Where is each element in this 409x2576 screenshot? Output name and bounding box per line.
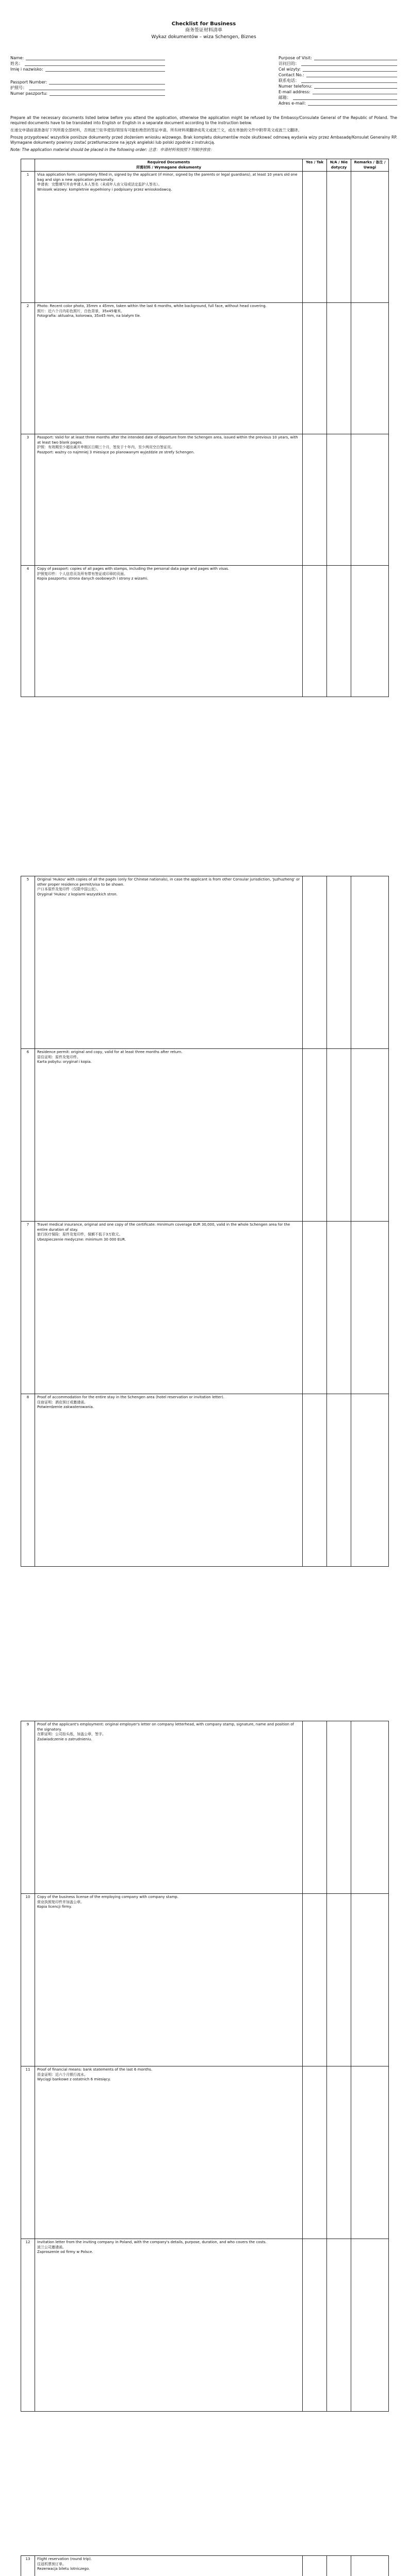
yes-checkbox[interactable]	[303, 303, 327, 434]
col-no	[21, 159, 35, 172]
yes-checkbox[interactable]	[303, 2066, 327, 2239]
row-en: Copy of the business license of the employing company with company stamp.	[37, 1895, 178, 1899]
row-zh: 护照：有效期至少超出离开申根区日期三个月，签发于十年内，至少两页空白签证页。	[37, 445, 174, 449]
row-description	[35, 1222, 303, 1394]
table-row	[21, 876, 389, 1049]
yes-checkbox[interactable]	[303, 172, 327, 303]
row-en: Invitation letter from the inviting company in Poland, with the company's details, purpose, duration, and who covers the costs.	[37, 2240, 267, 2244]
intro-text	[10, 115, 397, 152]
row-pl: Paszport: ważny co najmniej 3 miesiące po planowanym wyjeździe ze strefy Schengen.	[37, 450, 195, 454]
page-1	[10, 21, 397, 697]
intro-pl: Proszę przygotować wszystkie poniższe dokumenty przed złożeniem wniosku wizowego. Brak kompletu dokumentów może skutkować odmową wydania wizy przez Ambasadę/Konsulat Generalny RP. Wymagane dokumenty powinny zostać przetłumaczone na język angielski lub polski zgodnie z instrukcją.	[10, 135, 397, 145]
row-description	[35, 2066, 303, 2239]
table-row	[21, 566, 389, 697]
na-checkbox[interactable]	[327, 1394, 351, 1567]
purpose-field: Purpose of Visit:	[279, 55, 397, 61]
row-en: Photo: Recent color photo, 35mm x 45mm, taken within the last 6 months, white background, full face, without head covering.	[37, 304, 267, 308]
yes-checkbox[interactable]	[303, 2556, 327, 2576]
na-checkbox[interactable]	[327, 566, 351, 697]
row-pl: Wniosek wizowy: kompletnie wypełniony i podpisany przez wnioskodawcę.	[37, 187, 172, 192]
row-description	[35, 2556, 303, 2576]
row-zh: 在职证明：公司抬头纸，加盖公章，签字。	[37, 1732, 106, 1736]
row-pl: Rezerwacja biletu lotniczego.	[37, 2567, 90, 2571]
remarks-cell[interactable]	[351, 434, 389, 566]
na-checkbox[interactable]	[327, 876, 351, 1049]
name-pl-field: Imię i nazwisko:	[10, 66, 165, 72]
row-number: 6	[21, 1049, 35, 1222]
row-number: 10	[21, 1894, 35, 2066]
row-pl: Wyciągi bankowe z ostatnich 6 miesięcy.	[37, 2077, 111, 2081]
email-field: E-mail address:	[279, 89, 397, 95]
row-en: Original 'Hukou' with copies of all the pages (only for Chinese nationals), in case the applicant is from other Consular jurisdiction, 'Juzhuzheng' or other proper residence permit/visa to be shown.	[37, 877, 300, 887]
row-zh: 户口本原件及复印件（仅限中国公民）。	[37, 887, 101, 891]
remarks-cell[interactable]	[351, 1721, 389, 1894]
row-en: Travel medical insurance, original and one copy of the certificate: minimum coverage EUR 30,000, valid in the whole Schengen area for the entire duration of stay.	[37, 1223, 290, 1232]
row-pl: Karta pobytu: oryginał i kopia.	[37, 1060, 92, 1064]
page-2	[10, 876, 397, 1567]
yes-checkbox[interactable]	[303, 876, 327, 1049]
applicant-left	[10, 55, 165, 106]
na-checkbox[interactable]	[327, 2239, 351, 2412]
row-description	[35, 1049, 303, 1222]
requirements-table-3	[21, 1721, 389, 2412]
row-en: Flight reservation (round trip).	[37, 2557, 92, 2561]
col-remarks: Remarks / 备注 / Uwagi	[351, 159, 389, 172]
row-pl: Zaproszenie od firmy w Polsce.	[37, 2250, 93, 2254]
row-en: Proof of accommodation for the entire stay in the Schengen area (hotel reservation or invitation letter).	[37, 1395, 224, 1399]
row-en: Proof of the applicant's employment: original employer's letter on company letterhead, with company stamp, signature, name and position of the signatory.	[37, 1722, 294, 1732]
row-en: Passport: Valid for at least three months after the intended date of departure from the Schengen area, issued within the previous 10 years, with at least two blank pages.	[37, 435, 298, 445]
row-pl: Oryginał 'Hukou' z kopiami wszystkich stron.	[37, 892, 118, 896]
row-description	[35, 2239, 303, 2412]
page-3	[10, 1721, 397, 2412]
passport-field: Passport Number:	[10, 79, 165, 85]
row-zh: 旅行医疗保险：原件及复印件，保额不低于3万欧元。	[37, 1232, 123, 1236]
row-zh: 往返机票预订单。	[37, 2562, 66, 2566]
contact-field: Contact No.:	[279, 72, 397, 78]
row-number: 7	[21, 1222, 35, 1394]
row-number: 9	[21, 1721, 35, 1894]
row-description	[35, 434, 303, 566]
yes-checkbox[interactable]	[303, 2239, 327, 2412]
na-checkbox[interactable]	[327, 434, 351, 566]
row-en: Residence permit: original and copy, valid for at least three months after return.	[37, 1050, 183, 1054]
remarks-cell[interactable]	[351, 303, 389, 434]
requirements-table-1	[21, 159, 389, 697]
row-zh: 资金证明：近六个月银行流水。	[37, 2072, 88, 2077]
title-pl: Wykaz dokumentów – wiza Schengen, Biznes	[151, 35, 256, 40]
row-zh: 照片：近六个月内彩色照片，白色背景，35x45毫米。	[37, 309, 124, 313]
table-body-2	[21, 876, 389, 1567]
table-row	[21, 2239, 389, 2412]
page-4	[10, 2555, 397, 2576]
yes-checkbox[interactable]	[303, 566, 327, 697]
title-en: Checklist for Business	[171, 21, 236, 27]
table-row	[21, 172, 389, 303]
remarks-cell[interactable]	[351, 172, 389, 303]
document-title	[10, 21, 397, 41]
yes-checkbox[interactable]	[303, 434, 327, 566]
yes-checkbox[interactable]	[303, 1394, 327, 1567]
row-pl: Fotografia: aktualna, kolorowa, 35x45 mm, na białym tle.	[37, 314, 141, 318]
row-number: 1	[21, 172, 35, 303]
row-number: 4	[21, 566, 35, 697]
row-description	[35, 1394, 303, 1567]
na-checkbox[interactable]	[327, 1721, 351, 1894]
remarks-cell[interactable]	[351, 1394, 389, 1567]
remarks-cell[interactable]	[351, 2066, 389, 2239]
row-description	[35, 1894, 303, 2066]
applicant-info	[10, 55, 397, 106]
na-checkbox[interactable]	[327, 1222, 351, 1394]
yes-checkbox[interactable]	[303, 1222, 327, 1394]
remarks-cell[interactable]	[351, 2239, 389, 2412]
na-checkbox[interactable]	[327, 303, 351, 434]
yes-checkbox[interactable]	[303, 1894, 327, 2066]
row-zh: 居住证明：原件及复印件。	[37, 1055, 80, 1059]
purpose-zh-field: 访问目的：	[279, 61, 397, 66]
table-row	[21, 2556, 389, 2576]
row-pl: Ubezpieczenie medyczne: minimum 30 000 EUR.	[37, 1237, 126, 1242]
table-row	[21, 303, 389, 434]
na-checkbox[interactable]	[327, 172, 351, 303]
row-description	[35, 566, 303, 697]
row-zh: 波兰公司邀请函。	[37, 2245, 66, 2249]
table-row	[21, 1721, 389, 1894]
remarks-cell[interactable]	[351, 876, 389, 1049]
row-zh: 申请表：完整填写并由申请人本人签名（未成年人由父母或法定监护人签名）。	[37, 182, 162, 187]
email-zh-field: 邮箱：	[279, 95, 397, 100]
remarks-cell[interactable]	[351, 1894, 389, 2066]
row-pl: Kopia licencji firmy.	[37, 1905, 72, 1909]
col-required: Required Documents 所需材料 / Wymagane dokumenty	[35, 159, 303, 172]
remarks-cell[interactable]	[351, 566, 389, 697]
row-number: 13	[21, 2556, 35, 2576]
intro-note: Note: The application material should be placed in the following order: 注意：申请材料须按照下列顺序排放：	[10, 147, 215, 152]
na-checkbox[interactable]	[327, 1894, 351, 2066]
na-checkbox[interactable]	[327, 2556, 351, 2576]
row-zh: 护照复印件：个人信息页及所有带有签证或印章的页面。	[37, 571, 127, 576]
yes-checkbox[interactable]	[303, 1049, 327, 1222]
intro-en: Prepare all the necessary documents listed below before you attend the application, otherwise the application might be refused by the Embassy/Consulate General of the Republic of Poland. The required documents have to be translated into English or English in a separate document according to the instruction below.	[10, 115, 397, 125]
row-pl: Zaświadczenie o zatrudnieniu.	[37, 1737, 92, 1741]
col-na: N/A / Nie dotyczy	[327, 159, 351, 172]
table-row	[21, 1049, 389, 1222]
row-pl: Kopia paszportu: strona danych osobowych i strony z wizami.	[37, 577, 149, 581]
na-checkbox[interactable]	[327, 1049, 351, 1222]
purpose-pl-field: Cel wizyty:	[279, 66, 397, 72]
row-number: 12	[21, 2239, 35, 2412]
passport-zh-field: 护照号：	[10, 85, 165, 91]
table-body-3	[21, 1721, 389, 2412]
name-field: Name:	[10, 55, 165, 61]
email-pl-field: Adres e-mail:	[279, 100, 397, 106]
row-number: 11	[21, 2066, 35, 2239]
row-description	[35, 876, 303, 1049]
row-en: Visa application form: completely filled in, signed by the applicant (if minor, signed by the parents or legal guardians), at least 10 years old one bag and sign a new application personally.	[37, 173, 298, 182]
applicant-right	[279, 55, 397, 106]
col-yes: Yes / Tak	[303, 159, 327, 172]
row-zh: 住宿证明：酒店预订或邀请函。	[37, 1400, 88, 1404]
row-en: Proof of financial means: bank statements of the last 6 months.	[37, 2067, 153, 2072]
table-row	[21, 2066, 389, 2239]
contact-pl-field: Numer telefonu:	[279, 83, 397, 89]
row-description	[35, 172, 303, 303]
row-description	[35, 1721, 303, 1894]
table-row	[21, 1394, 389, 1567]
row-number: 8	[21, 1394, 35, 1567]
table-row	[21, 1222, 389, 1394]
table-body-4	[21, 2556, 389, 2576]
remarks-cell[interactable]	[351, 1222, 389, 1394]
requirements-table-4	[21, 2555, 389, 2576]
row-number: 2	[21, 303, 35, 434]
requirements-table-2	[21, 876, 389, 1567]
contact-zh-field: 联系电话：	[279, 78, 397, 83]
passport-pl-field: Numer paszportu:	[10, 91, 165, 96]
table-row	[21, 1894, 389, 2066]
na-checkbox[interactable]	[327, 2066, 351, 2239]
table-body-1	[21, 172, 389, 697]
remarks-cell[interactable]	[351, 2556, 389, 2576]
row-description	[35, 303, 303, 434]
row-en: Copy of passport: copies of all pages with stamps, including the personal data page and pages with visas.	[37, 567, 230, 571]
row-pl: Potwierdzenie zakwaterowania.	[37, 1405, 94, 1409]
name-zh-field: 姓名：	[10, 61, 165, 66]
intro-zh: 在递交申请前请准备好下列所需全部材料，否则波兰驻华使馆/领馆有可能拒绝您的签证申请。所有材料须翻译成英文或波兰文，或在单独的文件中附带英文或波兰文翻译。	[10, 128, 302, 132]
row-number: 5	[21, 876, 35, 1049]
row-number: 3	[21, 434, 35, 566]
title-zh: 商务签证材料清单	[185, 28, 222, 33]
row-zh: 营业执照复印件并加盖公章。	[37, 1900, 84, 1904]
yes-checkbox[interactable]	[303, 1721, 327, 1894]
remarks-cell[interactable]	[351, 1049, 389, 1222]
table-row	[21, 434, 389, 566]
